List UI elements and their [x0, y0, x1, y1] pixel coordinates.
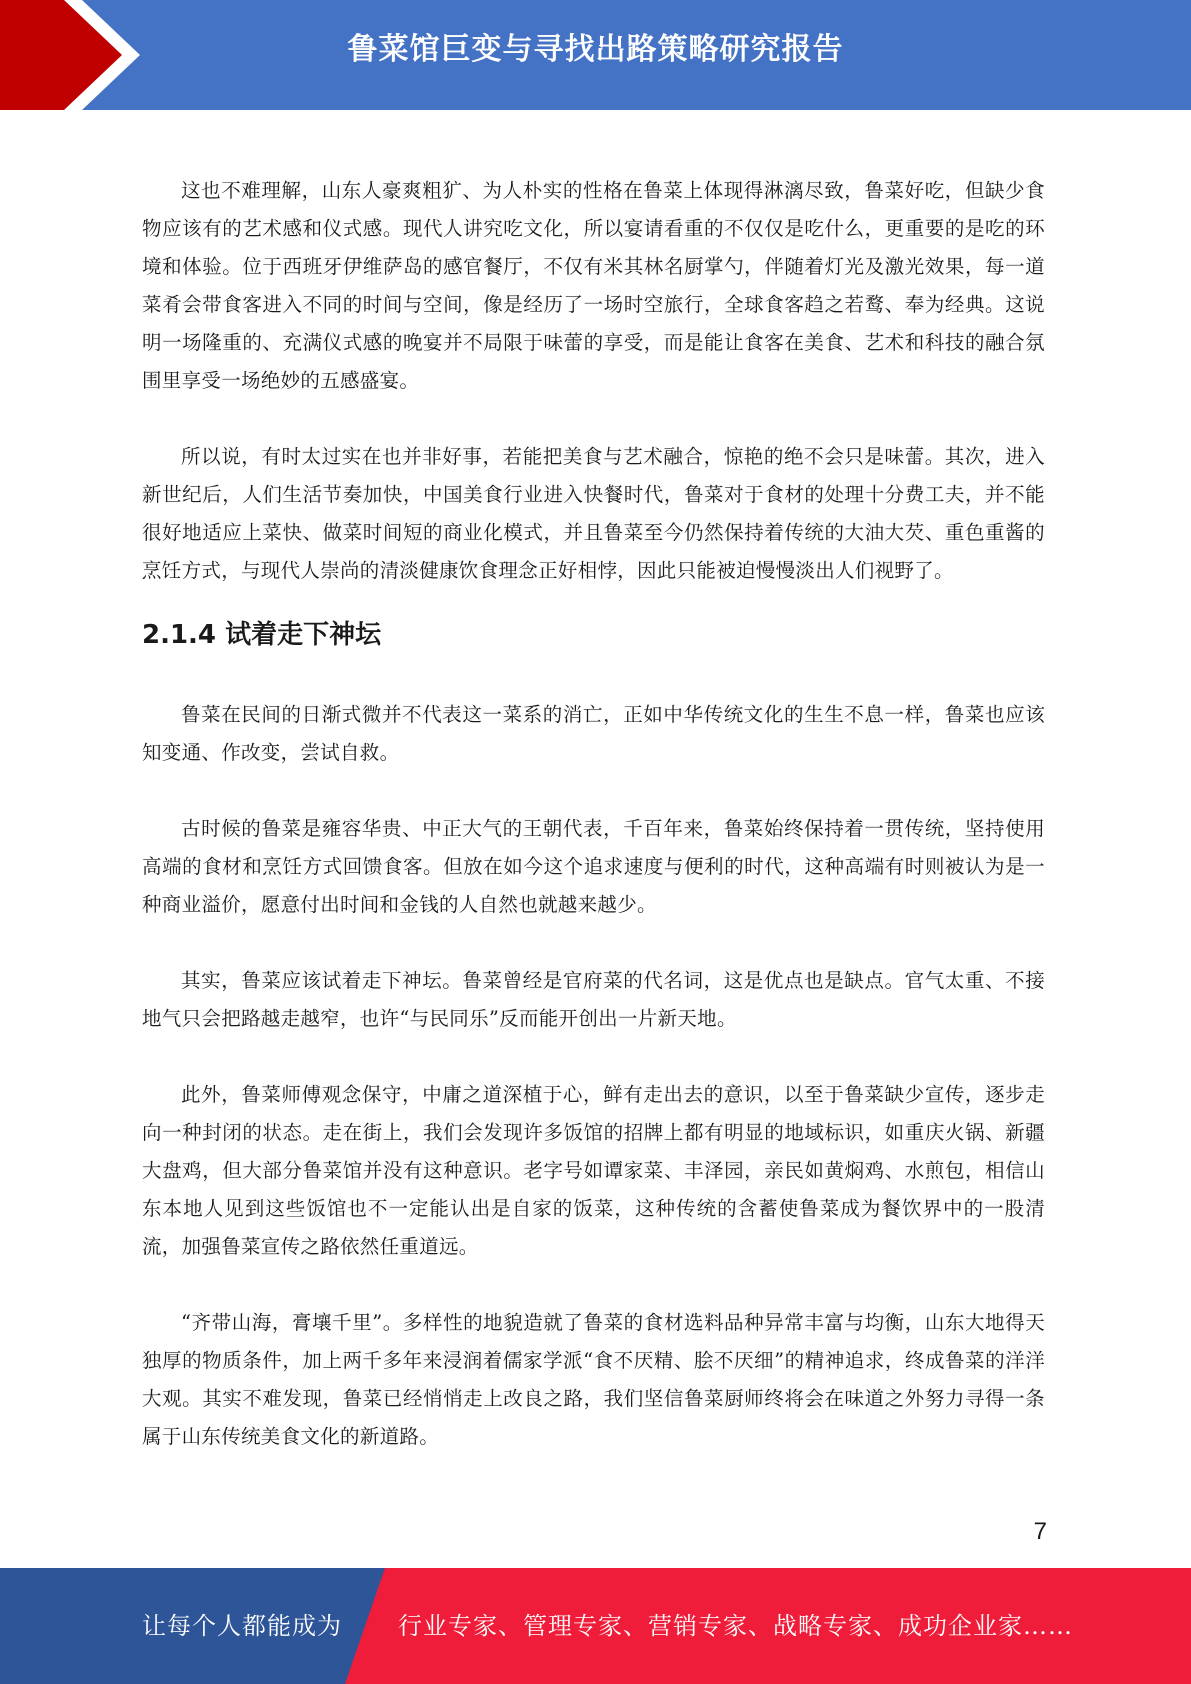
body-paragraph: “齐带山海，膏壤千里”。多样性的地貌造就了鲁菜的食材选料品种异常丰富与均衡，山东大地得天独厚的物质条件，加上两千多年来浸润着儒家学派“食不厌精、脍不厌细”的精神追求，终成鲁菜的洋洋大观。其实不难发现，鲁菜已经悄悄走上改良之路，我们坚信鲁菜厨师终将会在味道之外努力寻得一条属于山东传统美食文化的新道路。	[142, 1311, 1045, 1448]
footer-slogan-right: 行业专家、管理专家、营销专家、战略专家、成功企业家……	[398, 1612, 1073, 1640]
body-paragraph: 这也不难理解，山东人豪爽粗犷、为人朴实的性格在鲁菜上体现得淋漓尽致，鲁菜好吃，但缺少食物应该有的艺术感和仪式感。现代人讲究吃文化，所以宴请看重的不仅仅是吃什么，更重要的是吃的环境和体验。位于西班牙伊维萨岛的感官餐厅，不仅有米其林名厨掌勺，伴随着灯光及激光效果，每一道菜肴会带食客进入不同的时间与空间，像是经历了一场时空旅行，全球食客趋之若鹜、奉为经典。这说明一场隆重的、充满仪式感的晚宴并不局限于味蕾的享受，而是能让食客在美食、艺术和科技的融合氛围里享受一场绝妙的五感盛宴。	[142, 179, 1045, 392]
body-paragraph: 古时候的鲁菜是雍容华贵、中正大气的王朝代表，千百年来，鲁菜始终保持着一贯传统，坚持使用高端的食材和烹饪方式回馈食客。但放在如今这个追求速度与便利的时代，这种高端有时则被认为是一种商业溢价，愿意付出时间和金钱的人自然也就越来越少。	[142, 817, 1045, 916]
body-paragraph: 其实，鲁菜应该试着走下神坛。鲁菜曾经是官府菜的代名词，这是优点也是缺点。官气太重、不接地气只会把路越走越窄，也许“与民同乐”反而能开创出一片新天地。	[142, 969, 1045, 1030]
body-paragraph: 所以说，有时太过实在也并非好事，若能把美食与艺术融合，惊艳的绝不会只是味蕾。其次，进入新世纪后，人们生活节奏加快，中国美食行业进入快餐时代，鲁菜对于食材的处理十分费工夫，并不能很好地适应上菜快、做菜时间短的商业化模式，并且鲁菜至今仍然保持着传统的大油大芡、重色重酱的烹饪方式，与现代人崇尚的清淡健康饮食理念正好相悖，因此只能被迫慢慢淡出人们视野了。	[142, 445, 1045, 582]
body-paragraph: 鲁菜在民间的日渐式微并不代表这一菜系的消亡，正如中华传统文化的生生不息一样，鲁菜也应该知变通、作改变，尝试自救。	[142, 703, 1045, 764]
section-heading: 2.1.4 试着走下神坛	[142, 620, 382, 650]
body-paragraph: 此外，鲁菜师傅观念保守，中庸之道深植于心，鲜有走出去的意识，以至于鲁菜缺少宣传，逐步走向一种封闭的状态。走在街上，我们会发现许多饭馆的招牌上都有明显的地域标识，如重庆火锅、新疆大盘鸡，但大部分鲁菜馆并没有这种意识。老字号如谭家菜、丰泽园，亲民如黄焖鸡、水煎包，相信山东本地人见到这些饭馆也不一定能认出是自家的饭菜，这种传统的含蓄使鲁菜成为餐饮界中的一股清流，加强鲁菜宣传之路依然任重道远。	[142, 1083, 1045, 1258]
page-number: 7	[1033, 1518, 1047, 1545]
footer-slogan-left: 让每个人都能成为	[142, 1612, 342, 1640]
page-footer	[0, 1568, 1191, 1684]
page-header	[0, 0, 1191, 110]
document-title: 鲁菜馆巨变与寻找出路策略研究报告	[347, 32, 844, 67]
document-body	[142, 172, 1045, 1456]
